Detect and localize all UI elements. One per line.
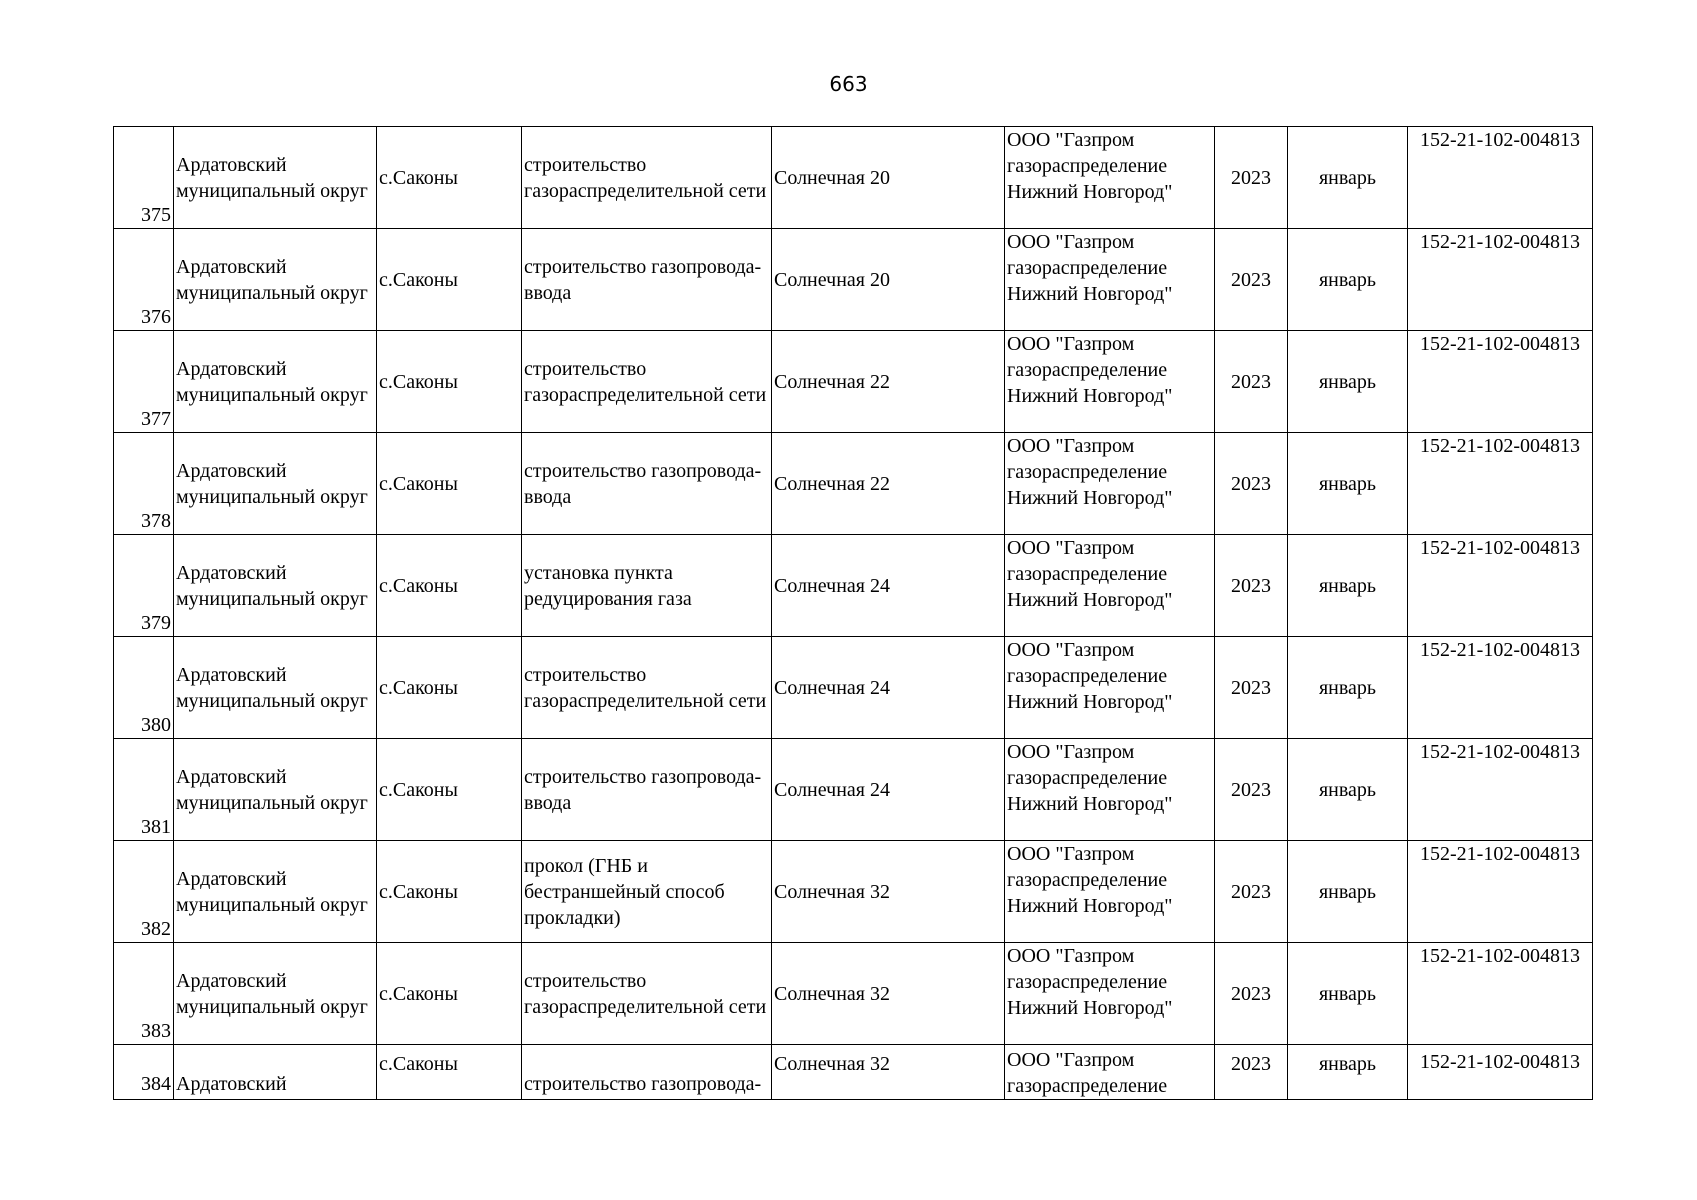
work-type-cell xyxy=(522,535,772,637)
row-number: 378 xyxy=(114,433,174,535)
month-cell: январь xyxy=(1288,841,1408,943)
work-type-cell-line: строительство xyxy=(524,969,647,992)
year-cell: 2023 xyxy=(1215,535,1288,637)
district-cell xyxy=(174,841,377,943)
table-row xyxy=(114,229,1593,331)
row-number: 381 xyxy=(114,739,174,841)
organization-cell xyxy=(1005,637,1215,739)
organization-cell-line: ООО "Газпром xyxy=(1007,945,1135,967)
organization-cell-line: газораспределение xyxy=(1007,461,1168,483)
address-cell: Солнечная 20 xyxy=(772,229,1005,331)
code-cell: 152-21-102-004813 xyxy=(1408,943,1593,1045)
organization-cell xyxy=(1005,1045,1215,1100)
district-cell xyxy=(174,943,377,1045)
code-cell: 152-21-102-004813 xyxy=(1408,127,1593,229)
work-type-cell xyxy=(522,433,772,535)
organization-cell-line: Нижний Новгород" xyxy=(1007,487,1173,509)
month-cell: январь xyxy=(1288,1045,1408,1100)
code-cell: 152-21-102-004813 xyxy=(1408,229,1593,331)
village-cell: с.Саконы xyxy=(377,1045,522,1100)
work-type-cell-line: редуцирования газа xyxy=(524,587,692,610)
district-cell-line: муниципальный округ xyxy=(176,995,368,1018)
month-cell: январь xyxy=(1288,433,1408,535)
organization-cell-line: Нижний Новгород" xyxy=(1007,997,1173,1019)
page-number: 663 xyxy=(829,72,868,96)
work-type-cell-line: строительство xyxy=(524,153,647,176)
row-number: 382 xyxy=(114,841,174,943)
district-cell-line: муниципальный округ xyxy=(176,281,368,304)
district-cell xyxy=(174,331,377,433)
work-type-cell-line: строительство газопровода- xyxy=(524,1073,762,1095)
row-number: 375 xyxy=(114,127,174,229)
district-cell-line: Ардатовский xyxy=(176,357,287,380)
row-number: 376 xyxy=(114,229,174,331)
work-type-cell-line: прокладки) xyxy=(524,906,621,929)
organization-cell-line: ООО "Газпром xyxy=(1007,231,1135,253)
month-cell: январь xyxy=(1288,535,1408,637)
district-cell-line: муниципальный округ xyxy=(176,485,368,508)
district-cell xyxy=(174,739,377,841)
year-cell: 2023 xyxy=(1215,943,1288,1045)
table-row xyxy=(114,127,1593,229)
organization-cell-line: ООО "Газпром xyxy=(1007,129,1135,151)
address-cell: Солнечная 32 xyxy=(772,943,1005,1045)
organization-cell-line: Нижний Новгород" xyxy=(1007,895,1173,917)
work-type-cell-line: строительство xyxy=(524,663,647,686)
address-cell: Солнечная 32 xyxy=(772,841,1005,943)
district-cell-line: Ардатовский xyxy=(176,561,287,584)
district-cell xyxy=(174,535,377,637)
organization-cell xyxy=(1005,841,1215,943)
year-cell: 2023 xyxy=(1215,841,1288,943)
year-cell: 2023 xyxy=(1215,433,1288,535)
work-type-cell-line: строительство газопровода- xyxy=(524,765,762,788)
month-cell: январь xyxy=(1288,739,1408,841)
work-type-cell-line: ввода xyxy=(524,485,572,508)
district-cell-line: Ардатовский xyxy=(176,663,287,686)
organization-cell-line: Нижний Новгород" xyxy=(1007,691,1173,713)
month-cell: январь xyxy=(1288,229,1408,331)
row-number: 384 xyxy=(114,1045,174,1100)
organization-cell-line: ООО "Газпром xyxy=(1007,843,1135,865)
address-cell: Солнечная 32 xyxy=(772,1045,1005,1100)
district-cell xyxy=(174,637,377,739)
district-cell-line: муниципальный округ xyxy=(176,383,368,406)
village-cell: с.Саконы xyxy=(377,943,522,1045)
village-cell: с.Саконы xyxy=(377,127,522,229)
district-cell xyxy=(174,1045,377,1100)
table-row xyxy=(114,841,1593,943)
year-cell: 2023 xyxy=(1215,229,1288,331)
organization-cell-line: газораспределение xyxy=(1007,359,1168,381)
table-row xyxy=(114,433,1593,535)
registry-table xyxy=(113,126,1593,1100)
work-type-cell-line: установка пункта xyxy=(524,561,673,584)
organization-cell-line: Нижний Новгород" xyxy=(1007,589,1173,611)
village-cell: с.Саконы xyxy=(377,331,522,433)
year-cell: 2023 xyxy=(1215,331,1288,433)
district-cell-line: муниципальный округ xyxy=(176,587,368,610)
work-type-cell-line: ввода xyxy=(524,791,572,814)
code-cell: 152-21-102-004813 xyxy=(1408,637,1593,739)
district-cell-line: Ардатовский xyxy=(176,765,287,788)
organization-cell-line: газораспределение xyxy=(1007,257,1168,279)
organization-cell-line: газораспределение xyxy=(1007,971,1168,993)
organization-cell-line: ООО "Газпром xyxy=(1007,741,1135,763)
work-type-cell xyxy=(522,127,772,229)
district-cell-line: муниципальный округ xyxy=(176,689,368,712)
work-type-cell-line: газораспределительной сети xyxy=(524,179,767,202)
district-cell xyxy=(174,229,377,331)
address-cell: Солнечная 20 xyxy=(772,127,1005,229)
row-number: 383 xyxy=(114,943,174,1045)
organization-cell-line: Нижний Новгород" xyxy=(1007,283,1173,305)
village-cell: с.Саконы xyxy=(377,739,522,841)
row-number: 379 xyxy=(114,535,174,637)
village-cell: с.Саконы xyxy=(377,637,522,739)
district-cell-line: муниципальный округ xyxy=(176,179,368,202)
organization-cell-line: ООО "Газпром xyxy=(1007,333,1135,355)
organization-cell xyxy=(1005,127,1215,229)
work-type-cell xyxy=(522,841,772,943)
work-type-cell-line: газораспределительной сети xyxy=(524,995,767,1018)
table-row xyxy=(114,535,1593,637)
organization-cell xyxy=(1005,331,1215,433)
district-cell-line: Ардатовский xyxy=(176,255,287,278)
work-type-cell-line: газораспределительной сети xyxy=(524,383,767,406)
year-cell: 2023 xyxy=(1215,739,1288,841)
district-cell-line: Ардатовский xyxy=(176,153,287,176)
organization-cell xyxy=(1005,943,1215,1045)
table-row xyxy=(114,739,1593,841)
month-cell: январь xyxy=(1288,127,1408,229)
organization-cell xyxy=(1005,739,1215,841)
organization-cell xyxy=(1005,229,1215,331)
work-type-cell xyxy=(522,739,772,841)
work-type-cell xyxy=(522,331,772,433)
code-cell: 152-21-102-004813 xyxy=(1408,739,1593,841)
district-cell xyxy=(174,433,377,535)
table-row xyxy=(114,331,1593,433)
organization-cell-line: газораспределение xyxy=(1007,869,1168,891)
work-type-cell-line: строительство xyxy=(524,357,647,380)
organization-cell-line: газораспределение xyxy=(1007,155,1168,177)
village-cell: с.Саконы xyxy=(377,841,522,943)
work-type-cell-line: прокол (ГНБ и xyxy=(524,854,648,877)
organization-cell xyxy=(1005,535,1215,637)
district-cell xyxy=(174,127,377,229)
organization-cell-line: Нижний Новгород" xyxy=(1007,793,1173,815)
organization-cell-line: Нижний Новгород" xyxy=(1007,385,1173,407)
district-cell-line: муниципальный округ xyxy=(176,893,368,916)
work-type-cell xyxy=(522,943,772,1045)
code-cell: 152-21-102-004813 xyxy=(1408,535,1593,637)
organization-cell-line: газораспределение xyxy=(1007,563,1168,585)
code-cell: 152-21-102-004813 xyxy=(1408,433,1593,535)
organization-cell-line: ООО "Газпром xyxy=(1007,435,1135,457)
work-type-cell xyxy=(522,229,772,331)
work-type-cell-line: бестраншейный способ xyxy=(524,880,725,903)
address-cell: Солнечная 24 xyxy=(772,637,1005,739)
address-cell: Солнечная 22 xyxy=(772,433,1005,535)
month-cell: январь xyxy=(1288,943,1408,1045)
address-cell: Солнечная 24 xyxy=(772,535,1005,637)
work-type-cell-line: строительство газопровода- xyxy=(524,459,762,482)
work-type-cell-line: ввода xyxy=(524,281,572,304)
address-cell: Солнечная 22 xyxy=(772,331,1005,433)
table-row xyxy=(114,1045,1593,1100)
year-cell: 2023 xyxy=(1215,637,1288,739)
organization-cell-line: газораспределение xyxy=(1007,1075,1168,1097)
organization-cell-line: ООО "Газпром xyxy=(1007,537,1135,559)
district-cell-line: муниципальный округ xyxy=(176,791,368,814)
organization-cell-line: газораспределение xyxy=(1007,665,1168,687)
table-body xyxy=(114,127,1593,1100)
row-number: 380 xyxy=(114,637,174,739)
organization-cell-line: Нижний Новгород" xyxy=(1007,181,1173,203)
village-cell: с.Саконы xyxy=(377,229,522,331)
district-cell-line: Ардатовский xyxy=(176,969,287,992)
work-type-cell-line: строительство газопровода- xyxy=(524,255,762,278)
organization-cell xyxy=(1005,433,1215,535)
table-row xyxy=(114,943,1593,1045)
district-cell-line: Ардатовский xyxy=(176,1073,287,1095)
district-cell-line: Ардатовский xyxy=(176,867,287,890)
organization-cell-line: ООО "Газпром xyxy=(1007,639,1135,661)
month-cell: январь xyxy=(1288,331,1408,433)
row-number: 377 xyxy=(114,331,174,433)
work-type-cell-line: газораспределительной сети xyxy=(524,689,767,712)
code-cell: 152-21-102-004813 xyxy=(1408,331,1593,433)
work-type-cell xyxy=(522,1045,772,1100)
month-cell: январь xyxy=(1288,637,1408,739)
table-row xyxy=(114,637,1593,739)
address-cell: Солнечная 24 xyxy=(772,739,1005,841)
village-cell: с.Саконы xyxy=(377,535,522,637)
work-type-cell xyxy=(522,637,772,739)
organization-cell-line: газораспределение xyxy=(1007,767,1168,789)
year-cell: 2023 xyxy=(1215,127,1288,229)
year-cell: 2023 xyxy=(1215,1045,1288,1100)
code-cell: 152-21-102-004813 xyxy=(1408,841,1593,943)
district-cell-line: Ардатовский xyxy=(176,459,287,482)
organization-cell-line: ООО "Газпром xyxy=(1007,1049,1135,1071)
code-cell: 152-21-102-004813 xyxy=(1408,1045,1593,1100)
village-cell: с.Саконы xyxy=(377,433,522,535)
